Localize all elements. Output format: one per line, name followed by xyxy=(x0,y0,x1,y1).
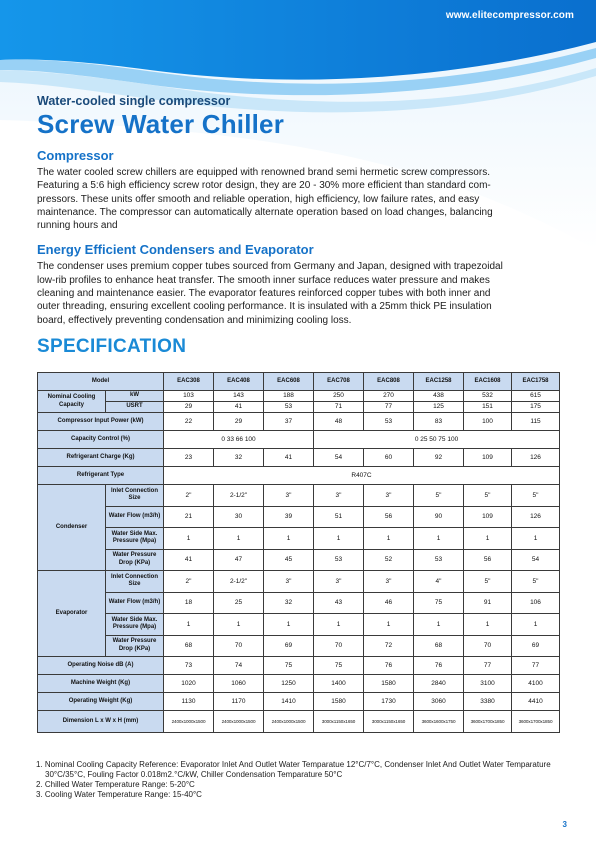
value-cell: 75 xyxy=(264,657,314,675)
value-cell: 1 xyxy=(364,614,414,636)
sub-label: Water Flow (m3/h) xyxy=(106,506,164,528)
value-cell: 56 xyxy=(464,549,512,571)
value-cell: 106 xyxy=(512,592,560,614)
model-cell: EAC408 xyxy=(214,373,264,391)
value-cell: 69 xyxy=(512,635,560,657)
usrt-label: USRT xyxy=(106,402,164,413)
value-cell: 126 xyxy=(512,449,560,467)
text-line: Featuring a 5:6 high efficiency screw rotor design, they are 20 - 30% more efficient than standard com- xyxy=(37,180,491,192)
value-cell: 109 xyxy=(464,506,512,528)
sub-label: Water Pressure Drop (KPa) xyxy=(106,635,164,657)
value-cell: 1170 xyxy=(214,693,264,711)
text-line: running hours and xyxy=(37,220,118,232)
value-cell: 60 xyxy=(364,449,414,467)
model-cell: EAC808 xyxy=(364,373,414,391)
value-cell: 125 xyxy=(414,402,464,413)
value-cell: 70 xyxy=(214,635,264,657)
footnote: 1. Nominal Cooling Capacity Reference: Evaporator Inlet And Outlet Water Temparatue 12°C/7°C, Condenser Inlet And Outlet Water Temparature 30°C/35°C, Fouling Factor 0.018m2.°C/kW, Chiller Condensation Temparature 50°C xyxy=(36,760,551,779)
specification-heading: SPECIFICATION xyxy=(37,335,187,357)
value-cell: 2400x1000x1500 xyxy=(214,711,264,733)
power-label: Compressor Input Power (kW) xyxy=(38,413,164,431)
value-cell: 53 xyxy=(364,413,414,431)
text-line: maintenance. The compressor can automatically alternate operation based on load changes, balancing xyxy=(37,206,493,218)
value-cell: 1410 xyxy=(264,693,314,711)
value-cell: 70 xyxy=(314,635,364,657)
value-cell: 3000x1150x1650 xyxy=(314,711,364,733)
value-cell: 25 xyxy=(214,592,264,614)
value-cell: 5" xyxy=(464,485,512,507)
value-cell: 151 xyxy=(464,402,512,413)
page-number: 3 xyxy=(562,820,567,829)
value-cell: 1020 xyxy=(164,675,214,693)
value-cell: 70 xyxy=(464,635,512,657)
value-cell: 32 xyxy=(214,449,264,467)
value-cell: 100 xyxy=(464,413,512,431)
value-cell: 1 xyxy=(464,528,512,550)
value-cell: 115 xyxy=(512,413,560,431)
table-row xyxy=(38,657,560,675)
sub-label: Water Side Max. Pressure (Mpa) xyxy=(106,528,164,550)
value-cell: 175 xyxy=(512,402,560,413)
value-cell: 41 xyxy=(214,402,264,413)
value-cell: 2" xyxy=(164,571,214,593)
sub-label: Water Flow (m3/h) xyxy=(106,592,164,614)
value-cell: 5" xyxy=(512,571,560,593)
value-cell: 2" xyxy=(164,485,214,507)
text-line: pressors. These units offer smooth and reliable operation, high efficiency, low failure rates, and easy xyxy=(37,193,480,205)
text-line: outer threading, ensuring excellent cooling performance. It is insulated with a 25mm thick PE insulation xyxy=(37,301,492,313)
value-cell: 56 xyxy=(364,506,414,528)
value-cell: 92 xyxy=(414,449,464,467)
value-cell: 2-1/2" xyxy=(214,485,264,507)
value-cell: 23 xyxy=(164,449,214,467)
value-cell: 1400 xyxy=(314,675,364,693)
table-row xyxy=(38,571,560,593)
capacity-label: Nominal Cooling Capacity xyxy=(38,391,106,413)
value-cell: 75 xyxy=(314,657,364,675)
text-line: cleaning and maintenance easier. The evaporator features reinforced copper tubes with both inner and xyxy=(37,288,491,300)
value-cell: 69 xyxy=(264,635,314,657)
value-cell: 3" xyxy=(314,485,364,507)
value-cell: 4100 xyxy=(512,675,560,693)
specification-table xyxy=(37,372,560,733)
value-cell: 91 xyxy=(464,592,512,614)
table-row xyxy=(38,592,560,614)
value-cell: 29 xyxy=(214,413,264,431)
charge-label: Refrigerant Charge (Kg) xyxy=(38,449,164,467)
product-subtitle: Water-cooled single compressor xyxy=(37,94,231,108)
value-cell: 103 xyxy=(164,391,214,402)
text-line: board, effectively preventing condensation and minimizing cooling loss. xyxy=(37,314,352,326)
value-cell: 75 xyxy=(414,592,464,614)
value-cell: 1 xyxy=(414,614,464,636)
value-cell: 1 xyxy=(164,614,214,636)
sub-label: Inlet Connection Size xyxy=(106,571,164,593)
value-cell: 109 xyxy=(464,449,512,467)
value-cell: 0 25 50 75 100 xyxy=(314,431,560,449)
value-cell: 532 xyxy=(464,391,512,402)
value-cell: 1 xyxy=(314,528,364,550)
text-line: low-rib profiles to enhance heat transfer. The smooth inner surface reduces water pressure and makes xyxy=(37,274,490,286)
value-cell: 18 xyxy=(164,592,214,614)
value-cell: 438 xyxy=(414,391,464,402)
value-cell: 5" xyxy=(464,571,512,593)
value-cell: 77 xyxy=(364,402,414,413)
value-cell: 270 xyxy=(364,391,414,402)
value-cell: 76 xyxy=(364,657,414,675)
table-row xyxy=(38,485,560,507)
value-cell: 48 xyxy=(314,413,364,431)
value-cell: 3600x1700x1850 xyxy=(512,711,560,733)
value-cell: 5" xyxy=(414,485,464,507)
value-cell: 83 xyxy=(414,413,464,431)
table-row xyxy=(38,693,560,711)
value-cell: 3" xyxy=(264,485,314,507)
table-row xyxy=(38,431,560,449)
value-cell: 3060 xyxy=(414,693,464,711)
value-cell: 2400x1000x1500 xyxy=(164,711,214,733)
text-line: The water cooled screw chillers are equipped with renowned brand semi hermetic screw compressors. xyxy=(37,167,490,178)
value-cell: 1730 xyxy=(364,693,414,711)
operating-weight-label: Operating Weight (Kg) xyxy=(38,693,164,711)
value-cell: 53 xyxy=(414,549,464,571)
value-cell: 30 xyxy=(214,506,264,528)
intro-content xyxy=(37,94,559,358)
table-row xyxy=(38,506,560,528)
value-cell: 90 xyxy=(414,506,464,528)
footnotes xyxy=(36,760,556,800)
evaporator-label: Evaporator xyxy=(38,571,106,657)
table-row xyxy=(38,614,560,636)
table-row xyxy=(38,675,560,693)
value-cell: 71 xyxy=(314,402,364,413)
value-cell: 3" xyxy=(364,571,414,593)
value-cell: 126 xyxy=(512,506,560,528)
value-cell: 0 33 66 100 xyxy=(164,431,314,449)
table-row xyxy=(38,449,560,467)
model-cell: EAC308 xyxy=(164,373,214,391)
value-cell: 68 xyxy=(164,635,214,657)
value-cell: 29 xyxy=(164,402,214,413)
text-line: The condenser uses premium copper tubes sourced from Germany and Japan, designed with trapezoidal xyxy=(37,261,503,273)
control-label: Capacity Control (%) xyxy=(38,431,164,449)
value-cell: 46 xyxy=(364,592,414,614)
table-row xyxy=(38,528,560,550)
value-cell: 52 xyxy=(364,549,414,571)
value-cell: 1580 xyxy=(314,693,364,711)
model-label: Model xyxy=(38,373,164,391)
value-cell: 73 xyxy=(164,657,214,675)
value-cell: 3600x1700x1850 xyxy=(464,711,512,733)
value-cell: 1 xyxy=(512,528,560,550)
section-heading-compressor: Compressor xyxy=(37,148,114,163)
kw-label: kW xyxy=(106,391,164,402)
value-cell: 47 xyxy=(214,549,264,571)
value-cell: 1 xyxy=(414,528,464,550)
value-cell: 143 xyxy=(214,391,264,402)
machine-weight-label: Machine Weight (Kg) xyxy=(38,675,164,693)
value-cell: 53 xyxy=(264,402,314,413)
value-cell: 2400x1000x1500 xyxy=(264,711,314,733)
noise-label: Operating Noise dB (A) xyxy=(38,657,164,675)
value-cell: 41 xyxy=(264,449,314,467)
value-cell: 250 xyxy=(314,391,364,402)
table-row xyxy=(38,373,560,391)
value-cell: 76 xyxy=(414,657,464,675)
value-cell: 43 xyxy=(314,592,364,614)
sub-label: Water Pressure Drop (KPa) xyxy=(106,549,164,571)
page-title: Screw Water Chiller xyxy=(37,109,285,139)
footnote: 2. Chilled Water Temperature Range: 5-20°C xyxy=(36,780,195,789)
value-cell: 3600x1600x1750 xyxy=(414,711,464,733)
table-row xyxy=(38,391,560,402)
value-cell: 4410 xyxy=(512,693,560,711)
model-cell: EAC708 xyxy=(314,373,364,391)
table-row xyxy=(38,413,560,431)
value-cell: 22 xyxy=(164,413,214,431)
value-cell: 68 xyxy=(414,635,464,657)
value-cell: 51 xyxy=(314,506,364,528)
value-cell: 3100 xyxy=(464,675,512,693)
model-cell: EAC1608 xyxy=(464,373,512,391)
table-row xyxy=(38,635,560,657)
value-cell: 1580 xyxy=(364,675,414,693)
table-row xyxy=(38,402,560,413)
value-cell: 77 xyxy=(464,657,512,675)
value-cell: 5" xyxy=(512,485,560,507)
value-cell: 1 xyxy=(214,528,264,550)
value-cell: 74 xyxy=(214,657,264,675)
value-cell: 1 xyxy=(512,614,560,636)
value-cell: 4" xyxy=(414,571,464,593)
value-cell: 1250 xyxy=(264,675,314,693)
value-cell: 53 xyxy=(314,549,364,571)
model-cell: EAC1258 xyxy=(414,373,464,391)
table-row xyxy=(38,549,560,571)
value-cell: 32 xyxy=(264,592,314,614)
condenser-label: Condenser xyxy=(38,485,106,571)
value-cell: 1 xyxy=(164,528,214,550)
model-cell: EAC608 xyxy=(264,373,314,391)
value-cell: 45 xyxy=(264,549,314,571)
value-cell: 21 xyxy=(164,506,214,528)
value-cell: 1 xyxy=(214,614,264,636)
dimension-label: Dimension L x W x H (mm) xyxy=(38,711,164,733)
value-cell: 2-1/2" xyxy=(214,571,264,593)
table-row xyxy=(38,711,560,733)
value-cell: 1 xyxy=(364,528,414,550)
footnote: 3. Cooling Water Temperature Range: 15-40°C xyxy=(36,790,202,799)
value-cell: 72 xyxy=(364,635,414,657)
value-cell: 77 xyxy=(512,657,560,675)
type-label: Refrigerant Type xyxy=(38,467,164,485)
section-body-condensers xyxy=(37,260,559,326)
section-heading-condensers: Energy Efficient Condensers and Evaporator xyxy=(37,242,314,258)
sub-label: Water Side Max. Pressure (Mpa) xyxy=(106,614,164,636)
value-cell: 1060 xyxy=(214,675,264,693)
value-cell: 54 xyxy=(314,449,364,467)
value-cell: 3" xyxy=(364,485,414,507)
value-cell: 188 xyxy=(264,391,314,402)
value-cell: R407C xyxy=(164,467,560,485)
value-cell: 54 xyxy=(512,549,560,571)
value-cell: 1 xyxy=(314,614,364,636)
value-cell: 1 xyxy=(264,614,314,636)
value-cell: 3" xyxy=(264,571,314,593)
sub-label: Inlet Connection Size xyxy=(106,485,164,507)
value-cell: 615 xyxy=(512,391,560,402)
value-cell: 3" xyxy=(314,571,364,593)
value-cell: 3000x1150x1650 xyxy=(364,711,414,733)
value-cell: 39 xyxy=(264,506,314,528)
value-cell: 3380 xyxy=(464,693,512,711)
value-cell: 1130 xyxy=(164,693,214,711)
value-cell: 37 xyxy=(264,413,314,431)
value-cell: 1 xyxy=(264,528,314,550)
model-cell: EAC1758 xyxy=(512,373,560,391)
table-row xyxy=(38,467,560,485)
value-cell: 41 xyxy=(164,549,214,571)
section-body-compressor xyxy=(37,166,559,232)
website-url[interactable]: www.elitecompressor.com xyxy=(445,10,574,21)
value-cell: 2840 xyxy=(414,675,464,693)
value-cell: 1 xyxy=(464,614,512,636)
